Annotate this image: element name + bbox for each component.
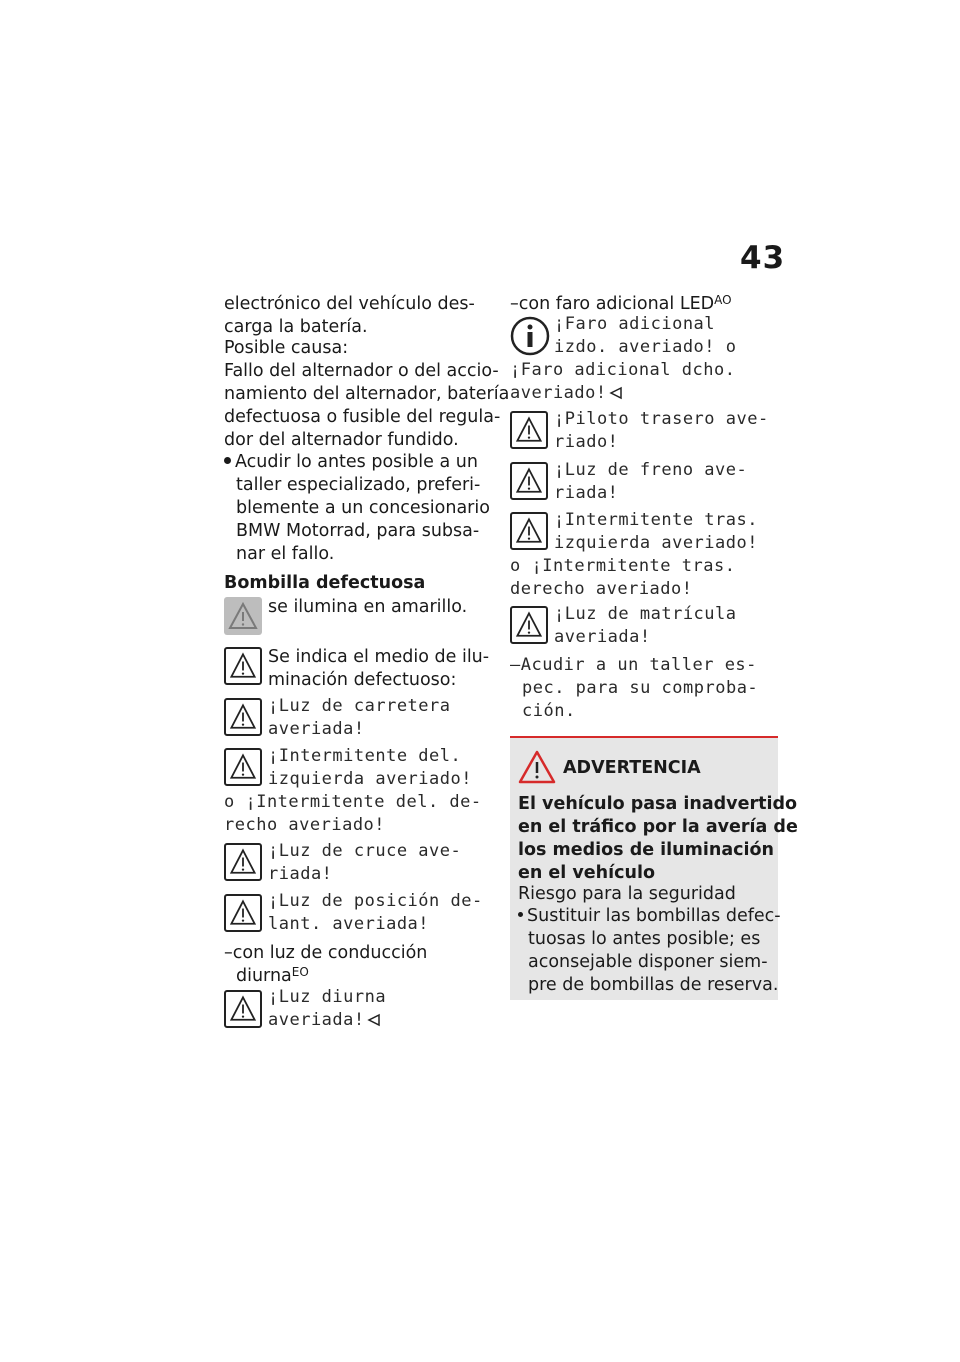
warning-title: ADVERTENCIA — [563, 758, 701, 778]
msg-rear-left-turn-1: ¡Intermitente tras. — [554, 510, 758, 530]
end-triangle-icon — [609, 386, 623, 400]
bullet-icon — [518, 912, 523, 917]
warning-headline-2: en el tráfico por la avería de — [518, 817, 798, 837]
msg-front-position-2: lant. averiada! — [268, 914, 430, 934]
bullet-icon — [224, 457, 231, 464]
msg-brake-1: ¡Luz de freno ave- — [554, 460, 748, 480]
action-item — [224, 450, 478, 474]
end-triangle-icon — [367, 1013, 381, 1027]
lit-text: se ilumina en amarillo. — [268, 597, 468, 617]
msg-right-turn-2: recho averiado! — [224, 815, 386, 835]
led-option-sup: AO — [714, 293, 732, 307]
warning-triangle-icon — [518, 750, 556, 784]
warning-action-line-1: Sustituir las bombillas defec- — [527, 906, 781, 926]
right-action-line-3: ción. — [522, 701, 576, 721]
info-icon — [510, 316, 550, 356]
warning-risk: Riesgo para la seguridad — [518, 884, 736, 904]
msg-aux-right-2 — [510, 382, 623, 405]
action-line-2: taller especializado, preferi- — [236, 475, 481, 495]
drl-option-line-1: –con luz de conducción — [224, 943, 428, 963]
right-action-line-1: –Acudir a un taller es- — [510, 655, 757, 675]
warning-action-line-4: pre de bombillas de reserva. — [528, 975, 779, 995]
warning-action-item — [518, 904, 781, 928]
warning-triangle-icon — [224, 990, 262, 1028]
action-line-1: Acudir lo antes posible a un — [235, 452, 478, 472]
msg-brake-2: riada! — [554, 483, 619, 503]
warning-triangle-icon — [510, 606, 548, 644]
warning-triangle-icon — [224, 748, 262, 786]
cause-line-4: dor del alternador fundido. — [224, 430, 459, 450]
warning-headline-3: los medios de iluminación — [518, 840, 774, 860]
cause-label: Posible causa: — [224, 338, 349, 358]
right-action-line-2: pec. para su comproba- — [522, 678, 759, 698]
cause-line-3: defectuosa o fusible del regula- — [224, 407, 501, 427]
msg-low-beam-2: riada! — [268, 864, 333, 884]
warning-triangle-icon — [224, 597, 262, 635]
msg-high-beam-1: ¡Luz de carretera — [268, 696, 451, 716]
warning-headline-4: en el vehículo — [518, 863, 655, 883]
intro-line-2: carga la batería. — [224, 317, 368, 337]
warning-triangle-icon — [224, 843, 262, 881]
warning-triangle-icon — [510, 462, 548, 500]
action-line-4: BMW Motorrad, para subsa- — [236, 521, 480, 541]
action-line-5: nar el fallo. — [236, 544, 335, 564]
msg-front-position-1: ¡Luz de posición de- — [268, 891, 483, 911]
warning-action-line-2: tuosas lo antes posible; es — [528, 929, 761, 949]
msg-rear-left-turn-2: izquierda averiado! — [554, 533, 758, 553]
msg-drl-1: ¡Luz diurna — [268, 987, 387, 1007]
msg-aux-right-1: ¡Faro adicional dcho. — [510, 360, 736, 380]
warning-triangle-icon — [510, 512, 548, 550]
intro-line-1: electrónico del vehículo des- — [224, 294, 475, 314]
page-number: 43 — [740, 240, 786, 276]
warning-triangle-icon — [224, 647, 262, 685]
msg-tail-2: riado! — [554, 432, 619, 452]
msg-aux-left-2: izdo. averiado! o — [554, 337, 737, 357]
drl-option-line-2 — [236, 964, 309, 988]
msg-plate-2: averiada! — [554, 627, 651, 647]
msg-high-beam-2: averiada! — [268, 719, 365, 739]
drl-option-sup: EO — [291, 965, 309, 979]
led-option-label: –con faro adicional LED — [510, 294, 715, 314]
msg-tail-1: ¡Piloto trasero ave- — [554, 409, 769, 429]
indicated-line-2: minación defectuoso: — [268, 670, 457, 690]
msg-right-turn-1: o ¡Intermitente del. de- — [224, 792, 482, 812]
cause-line-2: namiento del alternador, batería — [224, 384, 510, 404]
msg-plate-1: ¡Luz de matrícula — [554, 604, 737, 624]
msg-left-turn-1: ¡Intermitente del. — [268, 746, 462, 766]
action-line-3: blemente a un concesionario — [236, 498, 490, 518]
warning-action-line-3: aconsejable disponer siem- — [528, 952, 768, 972]
msg-left-turn-2: izquierda averiado! — [268, 769, 472, 789]
indicated-line-1: Se indica el medio de ilu- — [268, 647, 490, 667]
warning-triangle-icon — [224, 894, 262, 932]
cause-line-1: Fallo del alternador o del accio- — [224, 361, 499, 381]
msg-drl-2 — [268, 1009, 381, 1032]
msg-aux-right-text: averiado! — [510, 383, 607, 403]
warning-triangle-icon — [224, 698, 262, 736]
msg-aux-left-1: ¡Faro adicional — [554, 314, 716, 334]
msg-rear-right-turn-2: derecho averiado! — [510, 579, 693, 599]
msg-low-beam-1: ¡Luz de cruce ave- — [268, 841, 462, 861]
warning-triangle-icon — [510, 411, 548, 449]
warning-headline-1: El vehículo pasa inadvertido — [518, 794, 797, 814]
msg-drl-text: averiada! — [268, 1010, 365, 1030]
drl-option-label: diurna — [236, 966, 292, 986]
section-heading: Bombilla defectuosa — [224, 573, 426, 593]
msg-rear-right-turn-1: o ¡Intermitente tras. — [510, 556, 736, 576]
